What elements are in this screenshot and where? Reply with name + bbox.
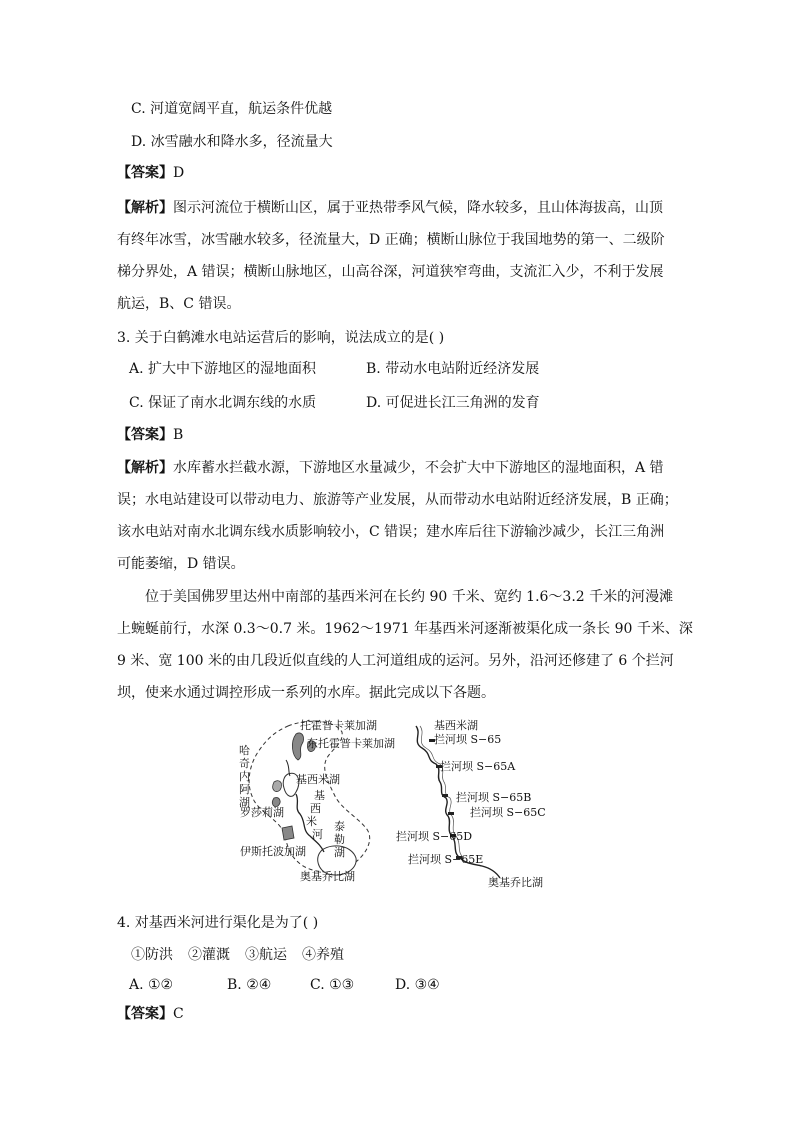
label-lake-okeechobee-right: 奥基乔比湖 (488, 876, 543, 889)
q2-analysis-line-2: 有终年冰雪，冰雪融水较多，径流量大，D 正确；横断山脉位于我国地势的第一、二级阶 (117, 232, 665, 248)
q4-choice-2: ②灌溉 (188, 947, 230, 963)
q4-choice-1: ①防洪 (131, 947, 173, 963)
dam-marker (442, 794, 448, 797)
analysis-text: 图示河流位于横断山区，属于亚热带季风气候，降水较多，且山体海拔高，山顶 (173, 200, 663, 216)
label-river-kissimmee-1: 基 (314, 789, 325, 802)
kissimmee-basin-map (230, 712, 395, 887)
label-lake-hatchineha-5: 湖 (239, 796, 250, 809)
q2-answer (117, 163, 184, 183)
q3-option-c: C. 保证了南水北调东线的水质 (129, 395, 317, 411)
q2-option-c: C. 河道宽阔平直，航运条件优越 (131, 101, 333, 117)
passage-line-3: 9 米、宽 100 米的由几段近似直线的人工河道组成的运河。另外，沿河还修建了 6 个拦河 (117, 653, 674, 669)
q4-answer (117, 1004, 184, 1024)
q4-choices (131, 945, 344, 965)
q3-analysis-line-2: 误；水电站建设可以带动电力、旅游等产业发展，从而带动水电站附近经济发展，B 正确； (117, 492, 678, 508)
label-lake-hatchineha-4: 阿 (239, 783, 250, 796)
q3-option-d: D. 可促进长江三角洲的发育 (366, 395, 540, 411)
label-lake-hatchineha-2: 奇 (239, 757, 250, 770)
q3-answer (117, 425, 183, 445)
label-lake-hatchineha-1: 哈 (239, 744, 250, 757)
q3-option-b: B. 带动水电站附近经济发展 (366, 361, 540, 377)
label-lake-kissimmee-right: 基西米湖 (434, 719, 478, 732)
q4-option-a: A. ①② (129, 977, 174, 993)
label-river-kissimmee-2: 西 (310, 802, 321, 815)
passage-line-2: 上蜿蜒前行，水深 0.3～0.7 米。1962～1971 年基西米河逐渐被渠化成一条长 90 千米、深 (117, 621, 693, 637)
q2-option-d: D. 冰雪融水和降水多，径流量大 (131, 134, 333, 150)
label-dam-s65a: 拦河坝 S−65A (440, 760, 516, 773)
label-lake-hatchineha-3: 内 (239, 770, 250, 783)
q4-option-b: B. ②④ (227, 977, 272, 993)
q3-analysis-line-4: 可能萎缩，D 错误。 (117, 556, 245, 572)
label-dam-s65c: 拦河坝 S−65C (470, 806, 546, 819)
answer-value: D (173, 165, 185, 181)
q4-stem: 4. 对基西米河进行渠化是为了( ) (117, 915, 319, 931)
label-dam-s65e: 拦河坝 S−65E (408, 853, 484, 866)
label-dam-s65d: 拦河坝 S−65D (396, 830, 473, 843)
label-dam-s65b: 拦河坝 S−65B (456, 791, 532, 804)
q3-analysis-line-3: 该水电站对南水北调东线水质影响较小，C 错误；建水库后往下游输沙减少，长江三角洲 (117, 524, 665, 540)
answer-tag: 【答案】 (117, 1006, 173, 1022)
label-taylor-1: 泰 (334, 820, 345, 833)
q4-options (129, 975, 440, 995)
passage-line-4: 坝，使来水通过调控形成一系列的水库。据此完成以下各题。 (117, 685, 495, 701)
lake-hatchineha-shape (273, 781, 282, 792)
label-lake-rosalie: 罗莎莉湖 (240, 806, 284, 819)
q4-choice-4: ④养殖 (302, 947, 344, 963)
q3-option-a: A. 扩大中下游地区的湿地面积 (129, 361, 317, 377)
label-lake-east-tohopekaliga: 东托霍普卡莱加湖 (307, 737, 395, 750)
answer-tag: 【答案】 (117, 165, 173, 181)
answer-tag: 【答案】 (117, 427, 173, 443)
label-lake-kissimmee: 基西米湖 (296, 773, 340, 786)
q4-choice-3: ③航运 (245, 947, 287, 963)
dam-marker (448, 812, 454, 815)
dam-chain-map (392, 712, 572, 887)
analysis-text: 水库蓄水拦截水源，下游地区水量减少，不会扩大中下游地区的湿地面积，A 错 (173, 460, 664, 476)
label-lake-okeechobee: 奥基乔比湖 (300, 870, 355, 883)
label-river-kissimmee-3: 米 (306, 815, 317, 828)
label-river-kissimmee-4: 河 (312, 828, 323, 841)
label-lake-istokpoga: 伊斯托波加湖 (240, 845, 306, 858)
q4-option-d: D. ③④ (395, 977, 440, 993)
passage-line-1: 位于美国佛罗里达州中南部的基西米河在长约 90 千米、宽约 1.6～3.2 千米的河漫滩 (145, 589, 674, 605)
analysis-tag: 【解析】 (117, 200, 173, 216)
q3-analysis-line-1 (117, 458, 664, 478)
answer-value: B (173, 427, 184, 443)
q2-analysis-line-3: 梯分界处，A 错误；横断山脉地区，山高谷深，河道狭窄弯曲，支流汇入少，不利于发展 (117, 264, 664, 280)
q2-analysis-line-1 (117, 198, 663, 218)
q3-stem: 3. 关于白鹤滩水电站运营后的影响，说法成立的是( ) (117, 330, 445, 346)
q4-option-c: C. ①③ (310, 977, 355, 993)
lake-istokpoga-shape (282, 826, 294, 840)
lake-tohopekaliga-shape (292, 733, 303, 760)
label-lake-tohopekaliga: 托霍普卡莱加湖 (300, 719, 377, 732)
q2-analysis-line-4: 航运，B、C 错误。 (117, 296, 241, 312)
answer-value: C (173, 1006, 184, 1022)
label-dam-s65: 拦河坝 S−65 (434, 733, 502, 746)
label-taylor-2: 勒 (334, 833, 345, 846)
label-taylor-3: 湖 (334, 846, 345, 859)
analysis-tag: 【解析】 (117, 460, 173, 476)
